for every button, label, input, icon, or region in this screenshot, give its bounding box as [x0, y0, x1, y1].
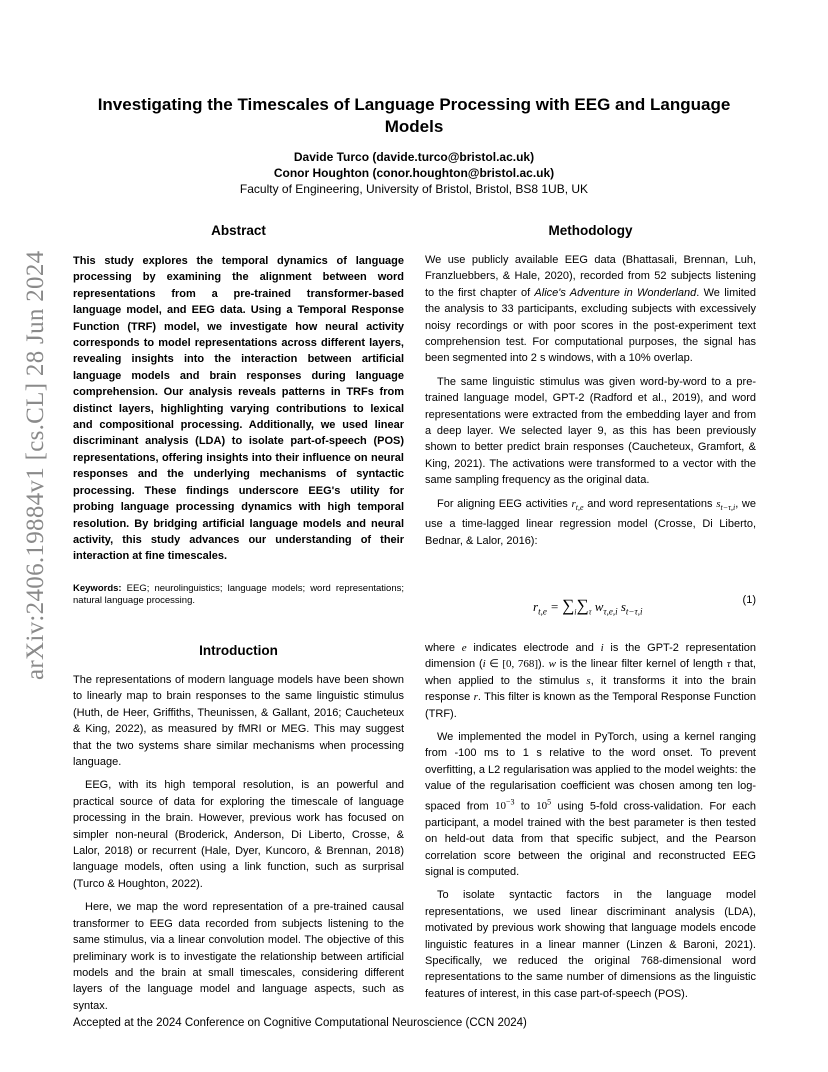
m-p1-b: . We limited the analysis to 33 participants, excluding subjects with excessively noisy recordings or with poor scores in the post-experiment text comprehension test. For computational purposes, the signal has been segmented into 2 s windows, with a 10% overlap.	[425, 286, 756, 365]
m-p4-b: indicates electrode and	[466, 642, 601, 654]
math-10-5: $10^5$	[536, 797, 552, 813]
equation-1	[425, 594, 756, 628]
m-p4-h: . This filter is known as the Temporal Response Function (TRF).	[425, 691, 757, 720]
math-tau: τ	[726, 658, 731, 671]
methodology-section-bottom	[425, 640, 756, 1002]
footer-note: Accepted at the 2024 Conference on Cognitive Computational Neuroscience (CCN 2024)	[73, 1017, 527, 1029]
math-range: i ∈ [0, 768]	[482, 658, 539, 671]
introduction-section	[73, 642, 404, 1014]
m-p3-a: For aligning EEG activities	[437, 497, 572, 510]
keywords-label: Keywords:	[73, 582, 122, 594]
m-p4-e: is the linear filter kernel of length	[555, 658, 727, 671]
m-p5-a: We implemented the model in PyTorch, using a kernel ranging from -100 ms to 1 s relative to the word onset. To prevent overfitting, a L2 regularisation was applied to the model weights: the value of the regularisation coefficient was chosen among ten log-spaced from	[425, 731, 756, 813]
methodology-paragraph-1	[425, 252, 756, 367]
intro-paragraph-1: The representations of modern language models have been shown to linearly map to brain responses to the same linguistic stimulus (Huth, de Heer, Griffiths, Theunissen, & Gallant, 2016; Caucheteux & King, 2022), as measured by fMRI or MEG. This may suggest that the two systems share similar mechanisms when processing language.	[73, 674, 404, 769]
abstract-text: This study explores the temporal dynamics of language processing by examining the alignment between word representations from a pre-trained transformer-based language model, and EEG data. Using a Temporal Response Function (TRF) model, we investigate how neural activity corresponds to model representations across different layers, revealing insights into the interaction between artificial language models and brain responses during language comprehension. Our analysis reveals patterns in TRFs from distinct layers, highlighting varying contributions to lexical and compositional processing. Additionally, we used linear discriminant analysis (LDA) to isolate part-of-speech (POS) representations, offering insights into their influence on neural responses and the underlying mechanisms of syntactic processing. These findings underscore EEG's utility for probing language processing dynamics with high temporal resolution. By bridging artificial language models and neural activity, this study advances our understanding of their interaction at fine timescales.	[73, 255, 404, 563]
m-p5-c: using 5-fold cross-validation. For each participant, a model trained with the best parameter is then tested on held-out data from that specific subject, and the Pearson correlation score between the original and reconstructed EEG signal is computed.	[425, 800, 756, 878]
m-p4-g: , it transforms it into the brain response	[425, 674, 756, 704]
math-s-t-tau-i: $s_{t-\tau,i}$	[716, 497, 736, 512]
introduction-heading: Introduction	[199, 643, 278, 658]
author-1: Davide Turco (davide.turco@bristol.ac.uk)	[293, 150, 535, 164]
intro-paragraph-3: Here, we map the word representation of a pre-trained causal transformer to EEG data recorded from subjects listening to the same stimulus, via a linear convolution model. The objective of this preliminary work is to investigate the relationship between artificial models and the brain at small timescales, considering different layers of the language model and language aspects, such as syntax.	[73, 901, 404, 1012]
methodology-paragraph-3	[425, 496, 756, 549]
m-p4-c: is the GPT-2 representation dimension (	[425, 642, 756, 671]
math-s: s	[586, 674, 591, 687]
author-block	[84, 149, 744, 197]
m-p4-d: ).	[538, 658, 549, 671]
m-p4-a: where	[425, 642, 462, 654]
methodology-section-top	[425, 222, 756, 549]
keywords	[73, 583, 404, 608]
m-p5-b: to	[514, 800, 537, 813]
math-r: r	[473, 691, 478, 704]
equation-number: (1)	[742, 594, 756, 606]
equation-body: $r_{t,e} = \sum_i\sum_\tau$ $w_{\tau,e,i}$ $s_{t-\tau,i}$	[533, 596, 643, 617]
methodology-paragraph-2: The same linguistic stimulus was given word-by-word to a pre-trained language model, GPT-2 (Radford et al., 2019), and word representations were extracted from the embedding layer and from a deep layer. We selected layer 9, as this has been previously shown to better predict brain responses (Caucheteux, Gramfort, & King, 2021). The activations were transformed to a vector with the same sampling frequency as the original data.	[425, 375, 756, 487]
math-e: e	[461, 642, 467, 654]
methodology-paragraph-5	[425, 729, 756, 880]
arxiv-stamp: arXiv:2406.19884v1 [cs.CL] 28 Jun 2024	[22, 250, 49, 680]
math-w: w	[548, 658, 556, 671]
keywords-text: EEG; neurolinguistics; language models; word representations; natural language processing.	[73, 582, 404, 607]
m-p1-a: We use publicly available EEG data (Bhattasali, Brennan, Luh, Franzluebbers, & Hale, 2020), recorded from 52 subjects listening to the first chapter of	[425, 254, 756, 299]
abstract-heading: Abstract	[211, 223, 266, 238]
abstract-section	[73, 222, 404, 608]
author-2: Conor Houghton (conor.houghton@bristol.ac.uk)	[273, 166, 555, 180]
math-r-te: $r_{t,e}$	[571, 497, 584, 512]
m-p4-f: that, when applied to the stimulus	[425, 658, 756, 687]
methodology-heading: Methodology	[548, 223, 633, 238]
affiliation: Faculty of Engineering, University of Bristol, Bristol, BS8 1UB, UK	[239, 182, 589, 196]
math-10-neg3: $10^{-3}$	[494, 797, 515, 813]
intro-paragraph-2: EEG, with its high temporal resolution, is an powerful and practical source of data for exploring the timescale of language processing in the brain. However, previous work has focused on simpler non-neural (Broderick, Anderson, Di Liberto, Crosse, & Lalor, 2018) or recurrent (Hale, Dyer, Kuncoro, & Brennan, 2018) language models, often using a link function, such as surprisal (Turco & Houghton, 2022).	[73, 779, 404, 890]
math-i: i	[600, 642, 604, 654]
methodology-paragraph-6: To isolate syntactic factors in the language model representations, we used linear discriminant analysis (LDA), motivated by previous work showing that language models encode linguistic features in a linear manner (Linzen & Baroni, 2021). Specifically, we reduced the original 768-dimensional word representations to the same number of dimensions as the linguistic features of interest, in this case part-of-speech (POS).	[425, 889, 756, 1000]
methodology-paragraph-4	[425, 640, 756, 722]
book-title: Alice's Adventure in Wonderland	[534, 286, 697, 299]
m-p3-c: , we use a time-lagged linear regression model (Crosse, Di Liberto, Bednar, & Lalor, 2016):	[425, 497, 756, 547]
paper-title: Investigating the Timescales of Language Processing with EEG and Language Models	[97, 95, 731, 136]
m-p3-b: and word representations	[583, 497, 717, 510]
